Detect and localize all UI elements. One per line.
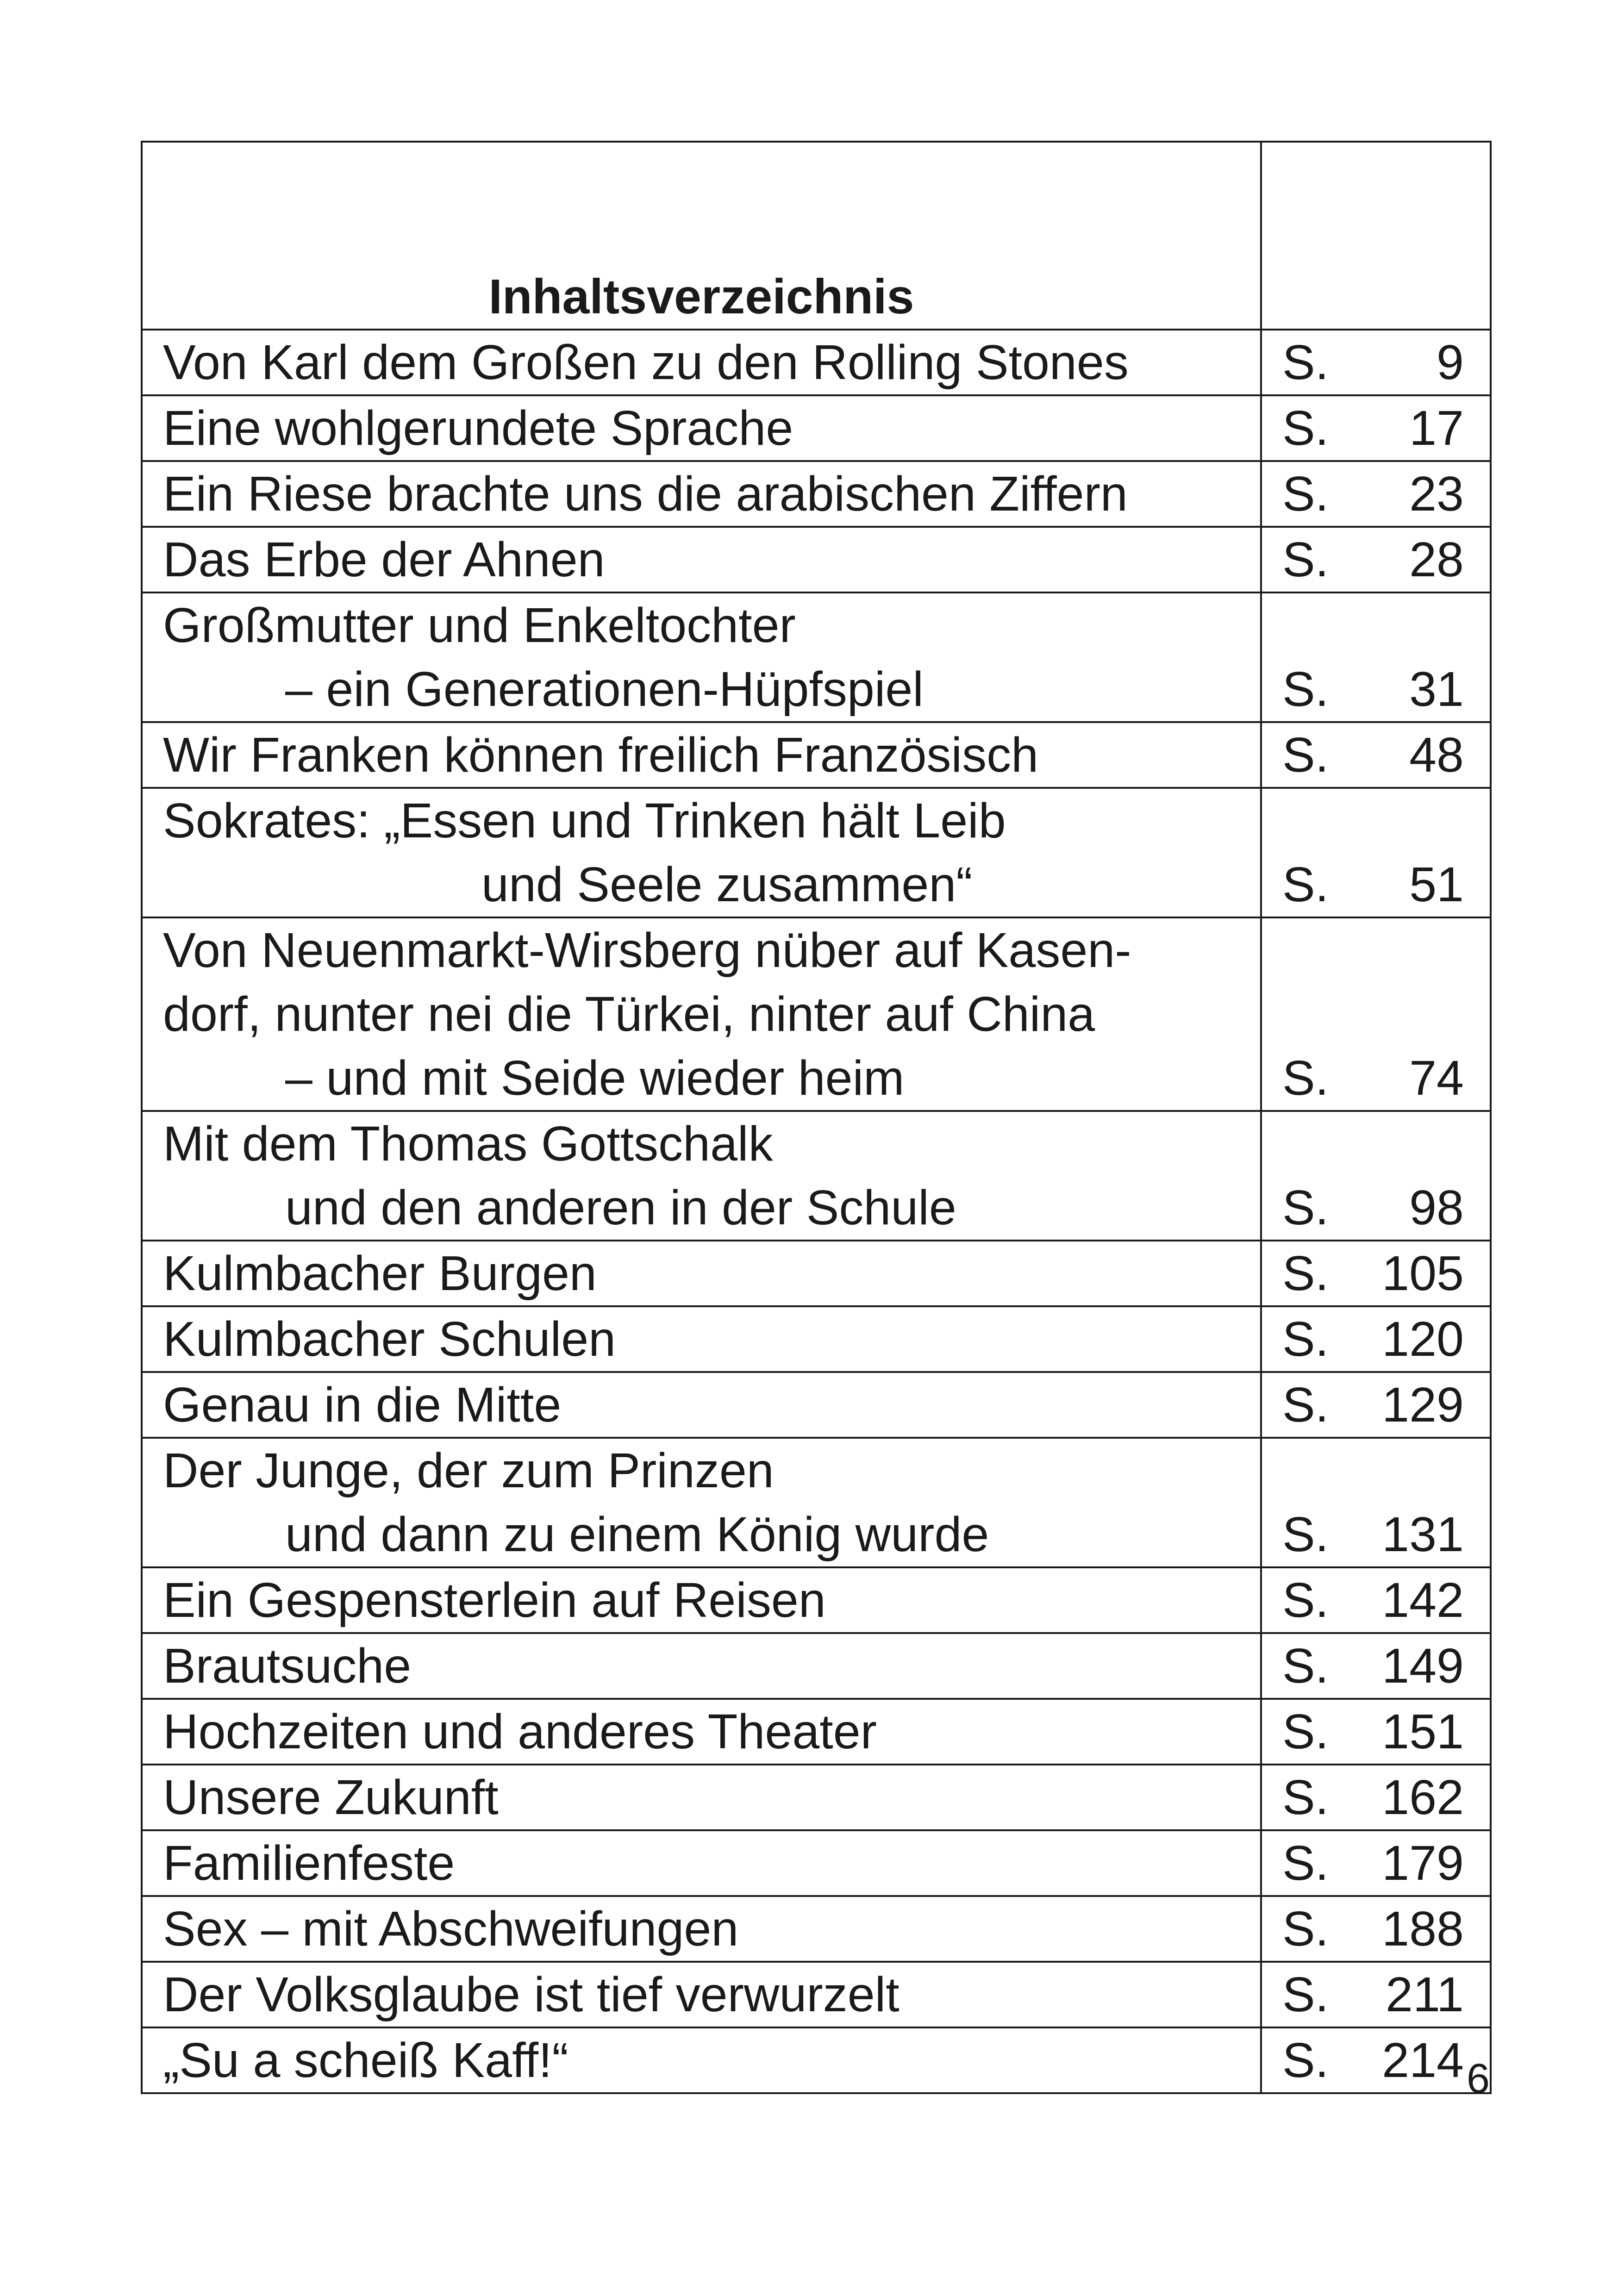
toc-entry-row [142, 1306, 1491, 1372]
toc-entry-title [142, 1830, 1261, 1896]
page-number-value: 214 [1382, 2033, 1464, 2088]
page-prefix: S. [1282, 532, 1329, 587]
toc-entry-row [142, 1567, 1491, 1633]
toc-entry-row [142, 592, 1491, 722]
toc-entry-row [142, 722, 1491, 788]
toc-entry-title-line: Hochzeiten und anderes Theater [163, 1704, 877, 1759]
page-prefix: S. [1282, 467, 1329, 521]
toc-entry-row [142, 1830, 1491, 1896]
page-number-value: 151 [1382, 1704, 1464, 1759]
page-number: 6 [1466, 2056, 1490, 2102]
page-prefix: S. [1282, 728, 1329, 782]
toc-entry-title [142, 527, 1261, 592]
page-prefix: S. [1282, 1836, 1329, 1890]
page-prefix: S. [1282, 662, 1329, 717]
toc-entry-title-line: Das Erbe der Ahnen [163, 532, 605, 587]
toc-entry-title [142, 395, 1261, 461]
toc-entry-title [142, 592, 1261, 722]
toc-entry-page-cell [1261, 917, 1491, 1111]
toc-entry-title-line: Von Karl dem Großen zu den Rolling Stones [163, 335, 1129, 390]
toc-entry-title-line: – und mit Seide wieder heim [285, 1051, 905, 1105]
toc-entry-title [142, 1896, 1261, 1962]
toc-entry-row [142, 1372, 1491, 1438]
page-number-value: 48 [1409, 728, 1464, 782]
toc-entry-title-line: Von Neuenmarkt-Wirsberg nüber auf Kasen- [163, 923, 1131, 978]
toc-entry-page-cell [1261, 330, 1491, 395]
toc-entry-title-line: und den anderen in der Schule [285, 1180, 956, 1235]
toc-header-page-cell [1261, 142, 1491, 330]
toc-entry-page-cell [1261, 461, 1491, 527]
toc-entry-title-line: „Su a scheiß Kaff!“ [163, 2033, 568, 2088]
page-prefix: S. [1282, 1051, 1329, 1105]
toc-entry-title [142, 1241, 1261, 1306]
page-prefix: S. [1282, 335, 1329, 390]
toc-entry-row [142, 1765, 1491, 1830]
page-number-value: 149 [1382, 1639, 1464, 1693]
toc-entry-title [142, 1633, 1261, 1699]
page-number-value: 120 [1382, 1312, 1464, 1366]
toc-entry-title [142, 1372, 1261, 1438]
toc-entry-title-line: Mit dem Thomas Gottschalk [163, 1116, 773, 1171]
page-prefix: S. [1282, 1573, 1329, 1628]
toc-entry-title-line: Wir Franken können freilich Französisch [163, 728, 1039, 782]
toc-entry-page-cell [1261, 1699, 1491, 1765]
toc-table [141, 141, 1492, 2094]
toc-entry-page-cell [1261, 527, 1491, 592]
toc-entry-title [142, 1306, 1261, 1372]
toc-entry-title-line: Sex – mit Abschweifungen [163, 1902, 739, 1956]
page-number-value: 179 [1382, 1836, 1464, 1890]
page-number-value: 211 [1386, 1967, 1464, 2022]
page-number-value: 17 [1409, 401, 1464, 455]
page-prefix: S. [1282, 1246, 1329, 1301]
page-number-value: 142 [1382, 1573, 1464, 1628]
toc-entry-title-line: Familienfeste [163, 1836, 455, 1890]
toc-entry-page-cell [1261, 395, 1491, 461]
toc-entry-title [142, 2027, 1261, 2093]
toc-entry-title [142, 330, 1261, 395]
toc-entry-title [142, 917, 1261, 1111]
page-prefix: S. [1282, 1770, 1329, 1825]
page-number-value: 105 [1382, 1246, 1464, 1301]
page-prefix: S. [1282, 1639, 1329, 1693]
toc-entry-title-line: Ein Riese brachte uns die arabischen Ziffern [163, 467, 1128, 521]
toc-entry-page-cell [1261, 1633, 1491, 1699]
page-prefix: S. [1282, 1507, 1329, 1562]
toc-entry-page-cell [1261, 1830, 1491, 1896]
toc-entry-page-cell [1261, 788, 1491, 917]
toc-entry-title-line: Genau in die Mitte [163, 1378, 562, 1432]
toc-entry-row [142, 1111, 1491, 1241]
page-number-value: 188 [1382, 1902, 1464, 1956]
page-number-value: 23 [1409, 467, 1464, 521]
toc-entry-row [142, 2027, 1491, 2093]
toc-entry-page-cell [1261, 1567, 1491, 1633]
toc-entry-title [142, 1765, 1261, 1830]
toc-entry-title [142, 461, 1261, 527]
toc-body [142, 142, 1491, 2093]
page-prefix: S. [1282, 1902, 1329, 1956]
toc-entry-page-cell [1261, 1438, 1491, 1567]
toc-entry-row [142, 1438, 1491, 1567]
toc-entry-title-line: Kulmbacher Burgen [163, 1246, 597, 1301]
page-number-value: 9 [1437, 335, 1464, 390]
toc-entry-row [142, 1633, 1491, 1699]
toc-entry-title-line: und Seele zusammen“ [481, 857, 973, 912]
toc-entry-row [142, 461, 1491, 527]
page-prefix: S. [1282, 2033, 1329, 2088]
page-prefix: S. [1282, 1704, 1329, 1759]
page-number-value: 28 [1409, 532, 1464, 587]
toc-entry-page-cell [1261, 1765, 1491, 1830]
page-number-value: 31 [1409, 662, 1464, 717]
toc-entry-title-line: Ein Gespensterlein auf Reisen [163, 1573, 826, 1628]
toc-entry-row [142, 1962, 1491, 2027]
toc-entry-row [142, 1699, 1491, 1765]
toc-entry-row [142, 330, 1491, 395]
toc-entry-page-cell [1261, 1306, 1491, 1372]
toc-entry-row [142, 917, 1491, 1111]
page-number-value: 74 [1409, 1051, 1464, 1105]
toc-entry-row [142, 1241, 1491, 1306]
toc-entry-title-line: – ein Generationen-Hüpfspiel [285, 662, 924, 717]
toc-entry-page-cell [1261, 592, 1491, 722]
toc-entry-page-cell [1261, 722, 1491, 788]
toc-entry-page-cell [1261, 1372, 1491, 1438]
page-prefix: S. [1282, 857, 1329, 912]
toc-entry-title-line: dorf, nunter nei die Türkei, ninter auf China [163, 987, 1095, 1041]
toc-entry-title [142, 1438, 1261, 1567]
toc-entry-title-line: Unsere Zukunft [163, 1770, 499, 1825]
toc-entry-row [142, 788, 1491, 917]
page-prefix: S. [1282, 401, 1329, 455]
toc-entry-title-line: Sokrates: „Essen und Trinken hält Leib [163, 793, 1006, 848]
toc-title: Inhaltsverzeichnis [142, 142, 1261, 330]
toc-entry-title-line: Brautsuche [163, 1639, 412, 1693]
page-prefix: S. [1282, 1967, 1329, 2022]
page-number-value: 131 [1382, 1507, 1464, 1562]
toc-entry-title-line: Der Junge, der zum Prinzen [163, 1443, 774, 1498]
page-prefix: S. [1282, 1378, 1329, 1432]
toc-entry-page-cell [1261, 1241, 1491, 1306]
toc-entry-page-cell [1261, 2027, 1491, 2093]
toc-entry-row [142, 1896, 1491, 1962]
toc-entry-title-line: Großmutter und Enkeltochter [163, 598, 796, 653]
page-number-value: 51 [1409, 857, 1464, 912]
toc-entry-page-cell [1261, 1111, 1491, 1241]
toc-entry-page-cell [1261, 1896, 1491, 1962]
toc-entry-title [142, 1111, 1261, 1241]
toc-entry-title-line: Der Volksglaube ist tief verwurzelt [163, 1967, 899, 2022]
page-prefix: S. [1282, 1180, 1329, 1235]
toc-entry-title [142, 1962, 1261, 2027]
toc-entry-title-line: Eine wohlgerundete Sprache [163, 401, 793, 455]
toc-header-row [142, 142, 1491, 330]
toc-entry-title-line: und dann zu einem König wurde [285, 1507, 989, 1562]
toc-entry-page-cell [1261, 1962, 1491, 2027]
toc-entry-title-line: Kulmbacher Schulen [163, 1312, 616, 1366]
toc-entry-title [142, 1567, 1261, 1633]
page-prefix: S. [1282, 1312, 1329, 1366]
toc-entry-row [142, 395, 1491, 461]
toc-entry-title [142, 1699, 1261, 1765]
page-number-value: 162 [1382, 1770, 1464, 1825]
page-number-value: 129 [1382, 1378, 1464, 1432]
toc-entry-row [142, 527, 1491, 592]
toc-entry-title [142, 788, 1261, 917]
toc-entry-title [142, 722, 1261, 788]
page-number-value: 98 [1409, 1180, 1464, 1235]
